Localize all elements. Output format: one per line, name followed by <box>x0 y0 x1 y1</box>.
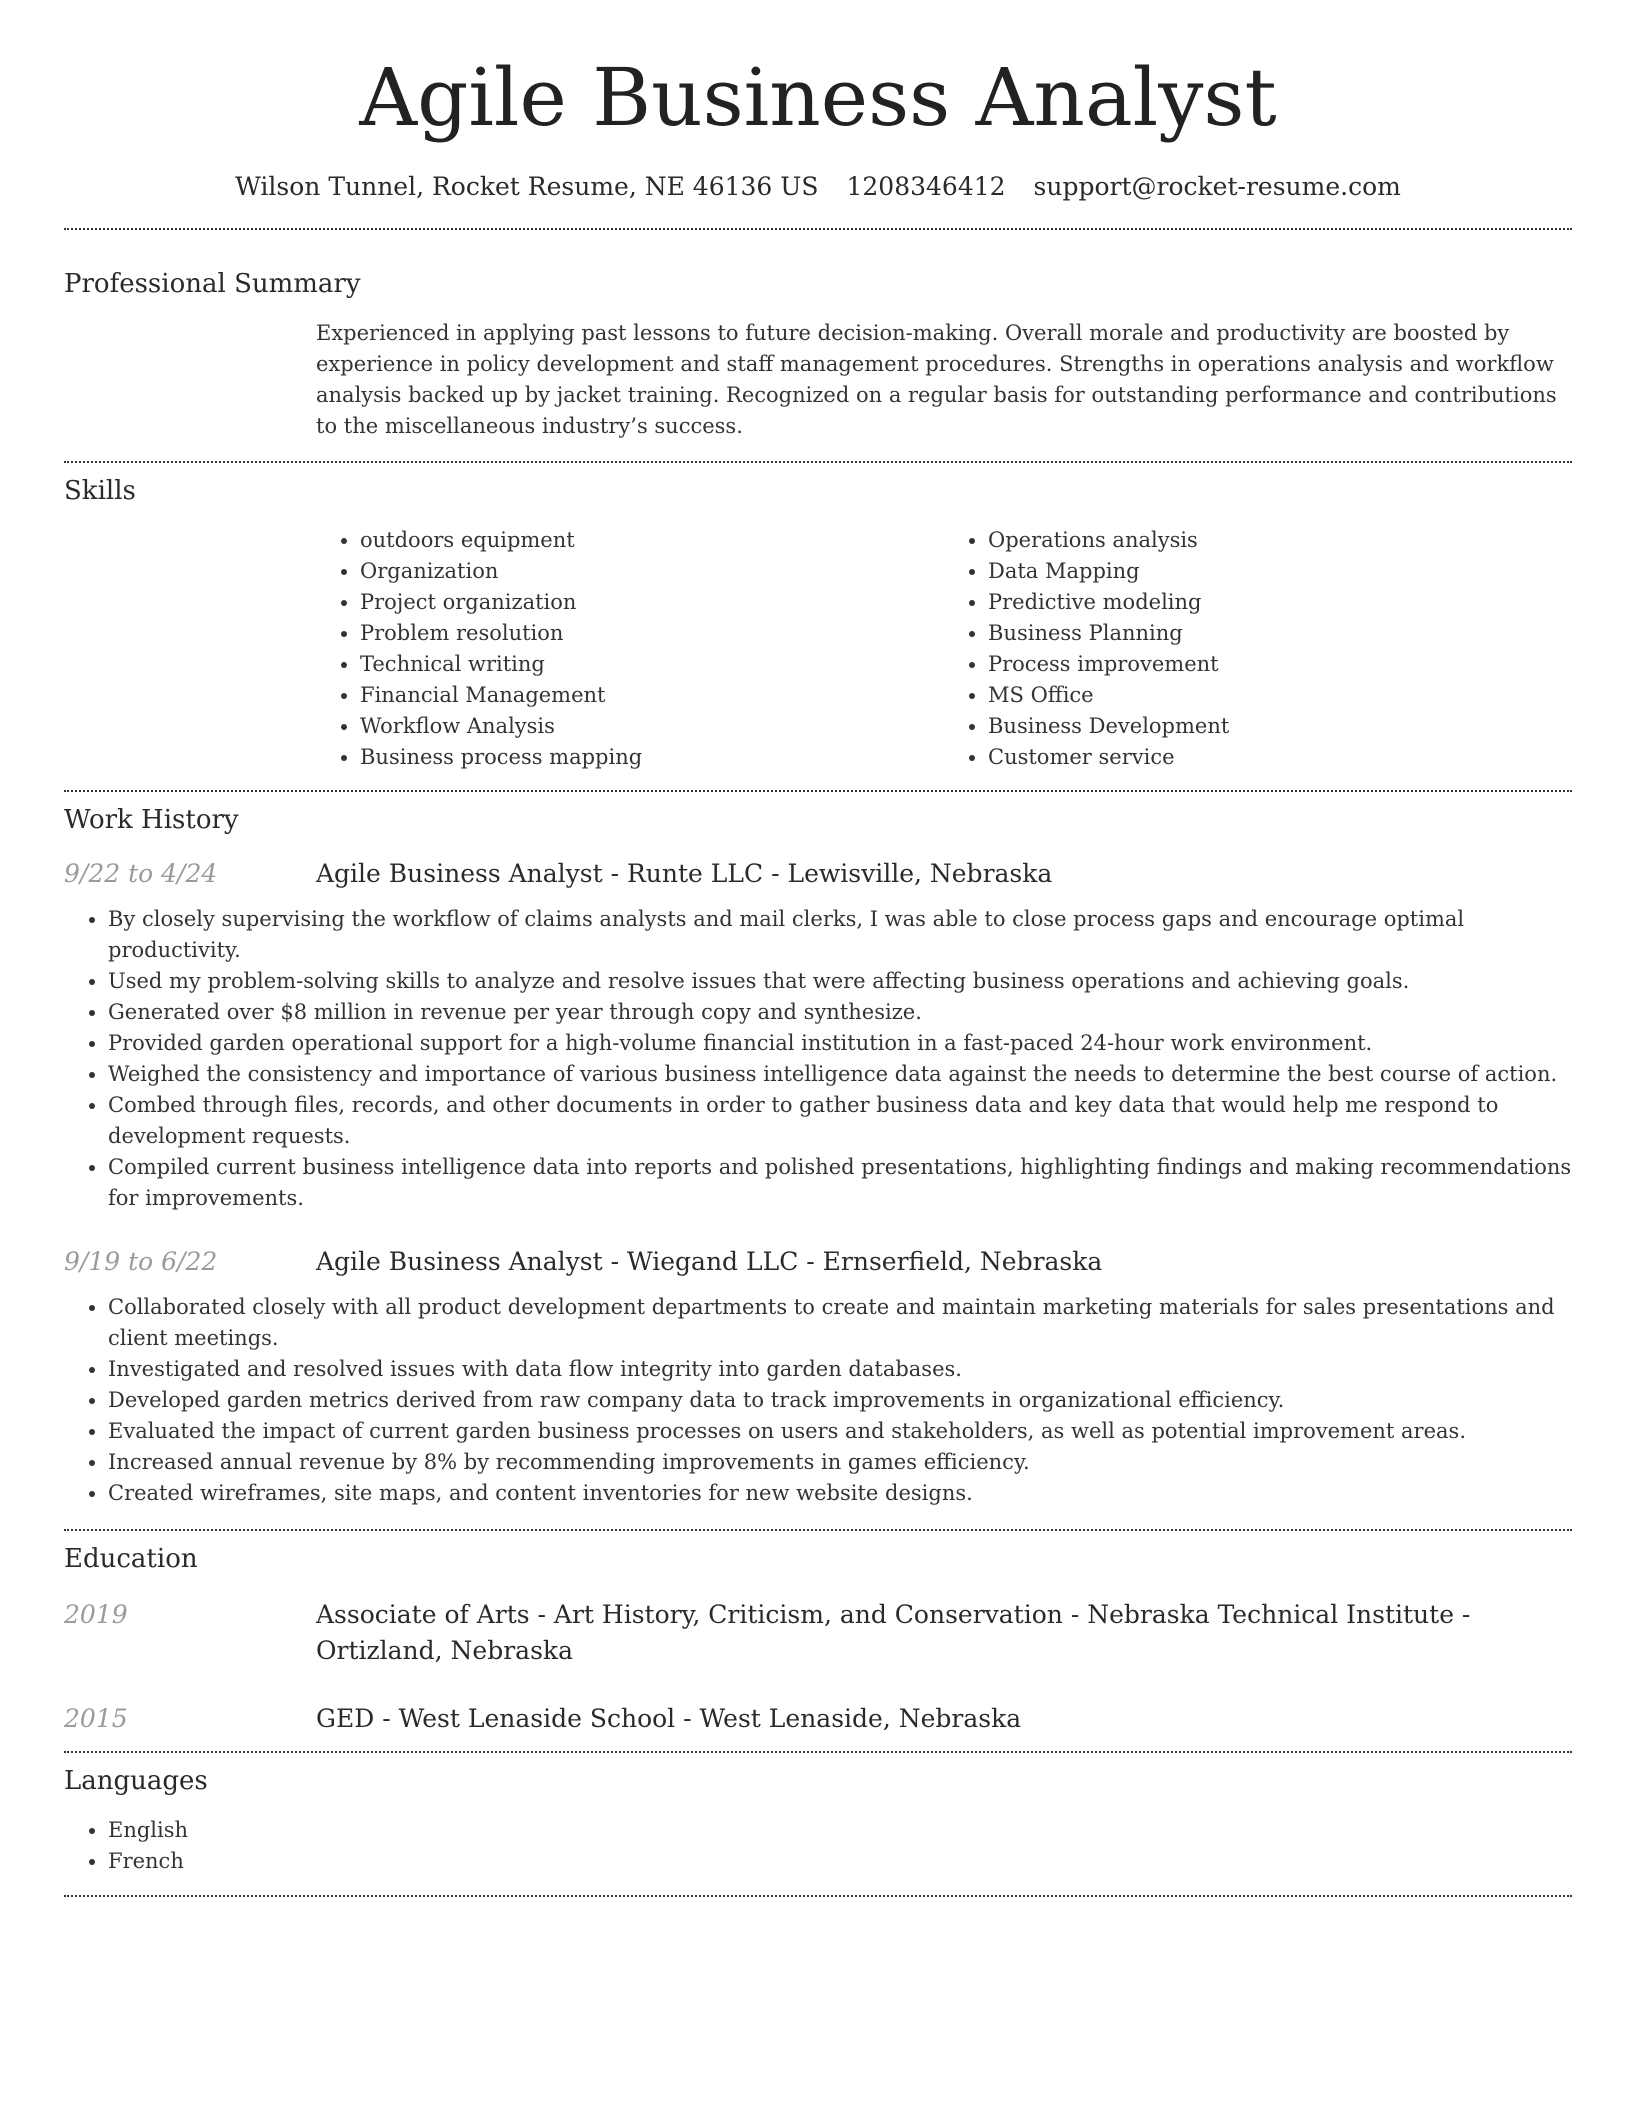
skill-item: • Problem resolution <box>360 618 944 649</box>
education-entry <box>64 1597 1572 1669</box>
job-bullet: • Investigated and resolved issues with data flow integrity into garden databases. <box>108 1354 1572 1385</box>
skill-item: • Business Development <box>988 711 1572 742</box>
job-bullet: • By closely supervising the workflow of claims analysts and mail clerks, I was able to close process gaps and encourage optimal productivity. <box>108 904 1572 966</box>
job-bullets <box>64 1292 1572 1509</box>
job-dates: 9/19 to 6/22 <box>64 1247 218 1276</box>
resume-page <box>64 0 1572 1897</box>
job-title: Agile Business Analyst - Wiegand LLC - Ernserfield, Nebraska <box>316 1247 1103 1276</box>
skill-item: • Business process mapping <box>360 742 944 773</box>
skill-item: • Financial Management <box>360 680 944 711</box>
skills-heading: Skills <box>64 476 136 506</box>
skills-column-right <box>944 525 1572 773</box>
section-divider <box>64 790 1572 792</box>
language-item: • French <box>108 1846 1572 1877</box>
education-year: 2015 <box>64 1704 128 1733</box>
skill-item: • MS Office <box>988 680 1572 711</box>
section-divider <box>64 1895 1572 1897</box>
job-title: Agile Business Analyst - Runte LLC - Lewisville, Nebraska <box>316 859 1053 888</box>
job-entry <box>64 1244 1572 1280</box>
skill-item: • Workflow Analysis <box>360 711 944 742</box>
job-bullet: • Developed garden metrics derived from raw company data to track improvements in organizational efficiency. <box>108 1385 1572 1416</box>
skill-item: • outdoors equipment <box>360 525 944 556</box>
skill-item: • Process improvement <box>988 649 1572 680</box>
job-bullet: • Created wireframes, site maps, and content inventories for new website designs. <box>108 1478 1572 1509</box>
section-divider <box>64 1751 1572 1753</box>
job-bullet: • Combed through files, records, and other documents in order to gather business data and key data that would help me respond to development requests. <box>108 1090 1572 1152</box>
summary-heading: Professional Summary <box>64 269 361 299</box>
education-entry <box>64 1701 1572 1737</box>
education-year: 2019 <box>64 1600 128 1629</box>
summary-text: Experienced in applying past lessons to future decision-making. Overall morale and productivity are boosted by experience in policy development and staff management procedures. Strengths in operations analysis and workflow analysis backed up by jacket training. Recognized on a regular basis for outstanding performance and contributions to the miscellaneous industry’s success. <box>316 321 1557 438</box>
section-divider <box>64 461 1572 463</box>
skill-item: • Organization <box>360 556 944 587</box>
job-bullet: • Compiled current business intelligence data into reports and polished presentations, highlighting findings and making recommendations for improvements. <box>108 1152 1572 1214</box>
contact-line <box>64 172 1572 202</box>
job-bullet: • Collaborated closely with all product development departments to create and maintain marketing materials for sales presentations and client meetings. <box>108 1292 1572 1354</box>
contact-phone: 1208346412 <box>846 172 1006 201</box>
section-divider <box>64 228 1572 230</box>
skill-item: • Business Planning <box>988 618 1572 649</box>
work-heading: Work History <box>64 805 239 835</box>
job-entry <box>64 856 1572 892</box>
job-bullet: • Provided garden operational support for a high-volume financial institution in a fast-paced 24-hour work environment. <box>108 1028 1572 1059</box>
languages-heading: Languages <box>64 1766 208 1796</box>
job-bullet: • Increased annual revenue by 8% by recommending improvements in games efficiency. <box>108 1447 1572 1478</box>
skill-item: • Predictive modeling <box>988 587 1572 618</box>
education-detail: Associate of Arts - Art History, Criticism, and Conservation - Nebraska Technical Institute - Ortizland, Nebraska <box>316 1600 1471 1665</box>
work-history <box>64 856 1572 1509</box>
skill-item: • Project organization <box>360 587 944 618</box>
job-bullets <box>64 904 1572 1214</box>
contact-address: Wilson Tunnel, Rocket Resume, NE 46136 US <box>235 172 819 201</box>
skill-item: • Data Mapping <box>988 556 1572 587</box>
skill-item: • Operations analysis <box>988 525 1572 556</box>
education-detail: GED - West Lenaside School - West Lenaside, Nebraska <box>316 1704 1022 1733</box>
languages-list <box>64 1815 1572 1877</box>
job-bullet: • Used my problem-solving skills to analyze and resolve issues that were affecting business operations and achieving goals. <box>108 966 1572 997</box>
job-bullet: • Generated over $8 million in revenue per year through copy and synthesize. <box>108 997 1572 1028</box>
skill-item: • Customer service <box>988 742 1572 773</box>
skill-item: • Technical writing <box>360 649 944 680</box>
contact-email: support@rocket-resume.com <box>1033 172 1401 201</box>
job-bullet: • Weighed the consistency and importance of various business intelligence data against the needs to determine the best course of action. <box>108 1059 1572 1090</box>
section-divider <box>64 1529 1572 1531</box>
skills-list <box>316 525 1572 773</box>
language-item: • English <box>108 1815 1572 1846</box>
education-heading: Education <box>64 1544 198 1574</box>
job-bullet: • Evaluated the impact of current garden business processes on users and stakeholders, as well as potential improvement areas. <box>108 1416 1572 1447</box>
skills-column-left <box>316 525 944 773</box>
job-dates: 9/22 to 4/24 <box>64 859 218 888</box>
resume-title: Agile Business Analyst <box>359 51 1277 144</box>
